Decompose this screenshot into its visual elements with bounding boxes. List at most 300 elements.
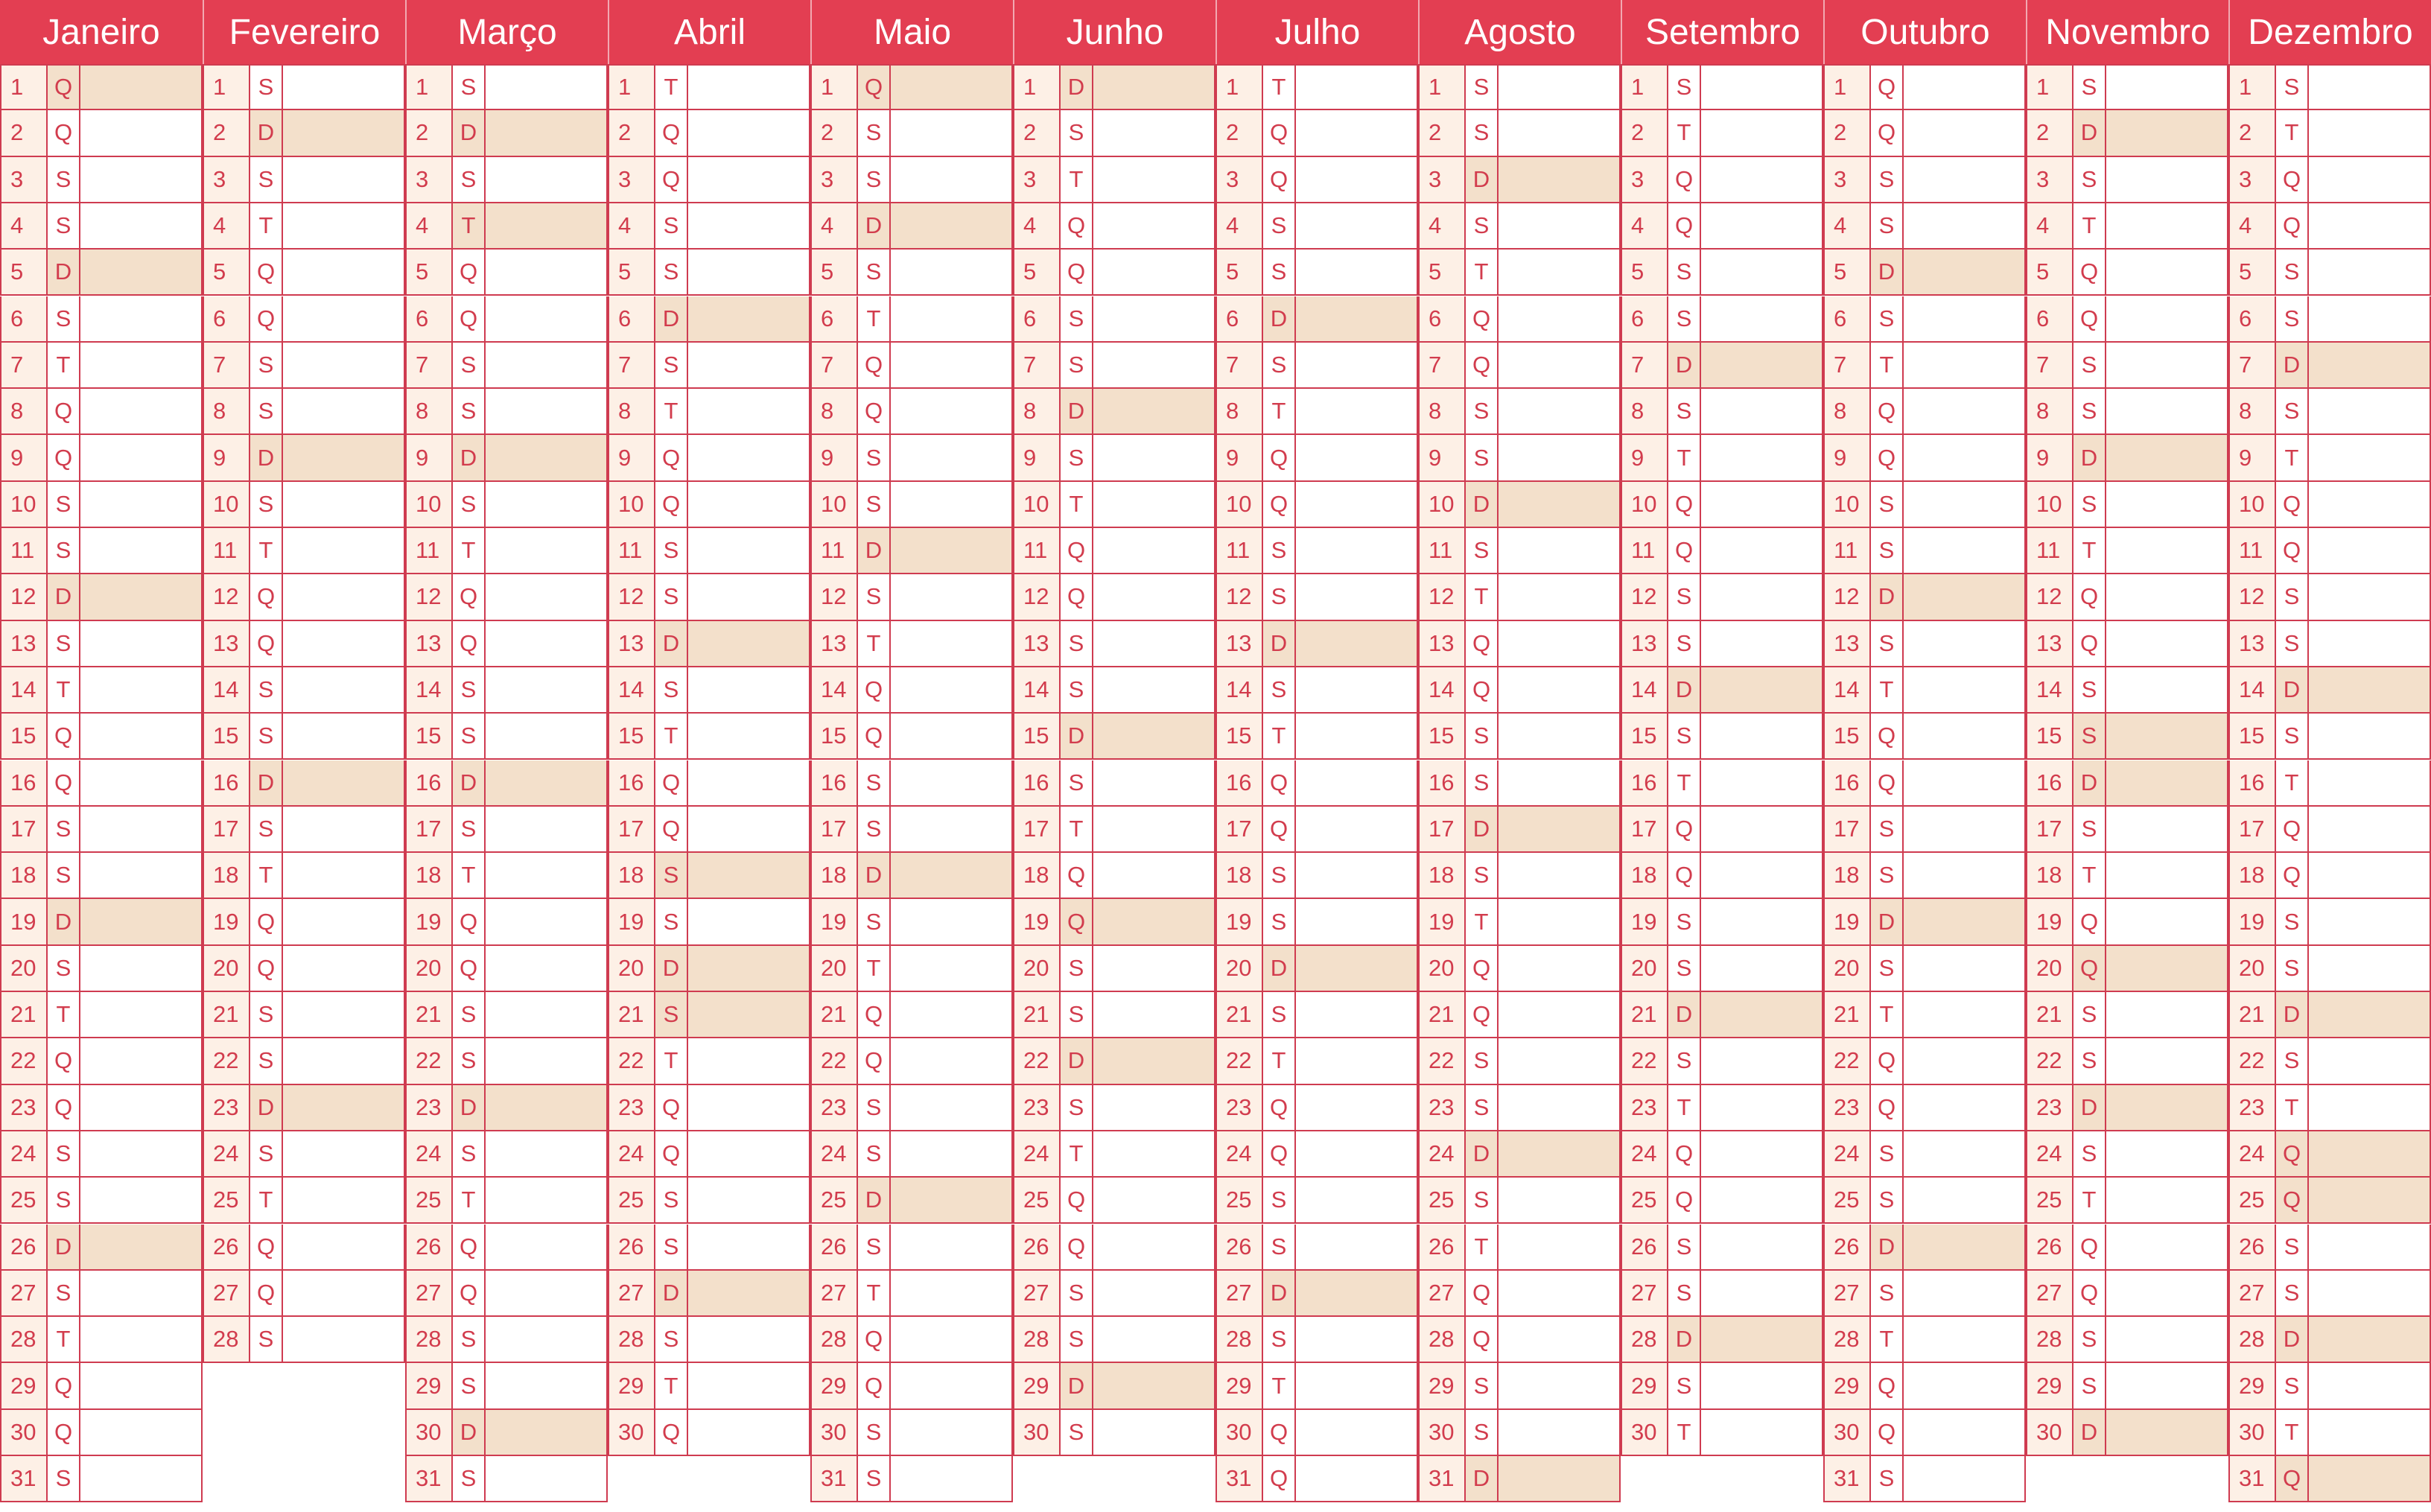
day-note-cell[interactable] xyxy=(2309,203,2430,248)
day-note-cell[interactable] xyxy=(2106,203,2227,248)
day-row[interactable] xyxy=(810,1410,1013,1456)
day-row[interactable] xyxy=(2026,1410,2228,1456)
day-row[interactable] xyxy=(608,1038,810,1084)
day-note-cell[interactable] xyxy=(1499,1131,1619,1176)
day-row[interactable] xyxy=(0,64,203,110)
day-note-cell[interactable] xyxy=(486,899,606,944)
day-row[interactable] xyxy=(405,574,608,620)
day-note-cell[interactable] xyxy=(486,714,606,758)
day-row[interactable] xyxy=(1621,853,1823,899)
day-note-cell[interactable] xyxy=(1499,946,1619,991)
day-row[interactable] xyxy=(2228,714,2431,760)
day-row[interactable] xyxy=(810,1038,1013,1084)
day-note-cell[interactable] xyxy=(1701,482,1822,527)
day-row[interactable] xyxy=(203,714,405,760)
day-note-cell[interactable] xyxy=(80,621,201,666)
day-note-cell[interactable] xyxy=(1499,1317,1619,1362)
day-row[interactable] xyxy=(1621,250,1823,296)
day-note-cell[interactable] xyxy=(2309,389,2430,433)
day-note-cell[interactable] xyxy=(486,157,606,202)
day-row[interactable] xyxy=(1216,435,1418,481)
day-note-cell[interactable] xyxy=(1093,1363,1214,1408)
day-row[interactable] xyxy=(2228,667,2431,714)
day-row[interactable] xyxy=(0,203,203,250)
day-note-cell[interactable] xyxy=(283,992,404,1037)
day-note-cell[interactable] xyxy=(688,1224,809,1269)
day-row[interactable] xyxy=(405,1038,608,1084)
day-row[interactable] xyxy=(1823,1178,2026,1224)
day-note-cell[interactable] xyxy=(688,621,809,666)
day-note-cell[interactable] xyxy=(688,1178,809,1222)
day-note-cell[interactable] xyxy=(1499,157,1619,202)
day-note-cell[interactable] xyxy=(80,389,201,433)
day-note-cell[interactable] xyxy=(1296,110,1417,155)
day-row[interactable] xyxy=(810,1131,1013,1178)
day-row[interactable] xyxy=(2228,1178,2431,1224)
day-row[interactable] xyxy=(1621,435,1823,481)
day-row[interactable] xyxy=(203,64,405,110)
day-note-cell[interactable] xyxy=(688,760,809,805)
day-note-cell[interactable] xyxy=(2309,992,2430,1037)
day-row[interactable] xyxy=(810,1224,1013,1271)
day-row[interactable] xyxy=(1823,1363,2026,1409)
day-note-cell[interactable] xyxy=(688,389,809,433)
day-note-cell[interactable] xyxy=(2106,528,2227,573)
day-note-cell[interactable] xyxy=(1093,621,1214,666)
day-row[interactable] xyxy=(608,157,810,203)
day-note-cell[interactable] xyxy=(688,992,809,1037)
day-row[interactable] xyxy=(2228,1363,2431,1409)
day-note-cell[interactable] xyxy=(1904,110,2024,155)
day-row[interactable] xyxy=(405,1410,608,1456)
day-note-cell[interactable] xyxy=(1904,1317,2024,1362)
day-note-cell[interactable] xyxy=(1499,250,1619,294)
day-row[interactable] xyxy=(810,296,1013,343)
day-row[interactable] xyxy=(1418,992,1621,1038)
day-note-cell[interactable] xyxy=(2309,1410,2430,1455)
day-row[interactable] xyxy=(405,1131,608,1178)
day-note-cell[interactable] xyxy=(283,110,404,155)
day-note-cell[interactable] xyxy=(1499,1224,1619,1269)
day-row[interactable] xyxy=(203,574,405,620)
day-row[interactable] xyxy=(2026,1363,2228,1409)
day-note-cell[interactable] xyxy=(2106,435,2227,480)
day-note-cell[interactable] xyxy=(688,1317,809,1362)
day-row[interactable] xyxy=(2026,64,2228,110)
day-row[interactable] xyxy=(1013,203,1216,250)
day-note-cell[interactable] xyxy=(891,157,1011,202)
day-row[interactable] xyxy=(608,899,810,945)
day-note-cell[interactable] xyxy=(688,528,809,573)
day-row[interactable] xyxy=(1418,64,1621,110)
day-row[interactable] xyxy=(1013,1038,1216,1084)
day-note-cell[interactable] xyxy=(1701,1224,1822,1269)
day-note-cell[interactable] xyxy=(2309,1317,2430,1362)
day-row[interactable] xyxy=(405,110,608,156)
day-row[interactable] xyxy=(810,528,1013,574)
day-note-cell[interactable] xyxy=(688,807,809,851)
day-row[interactable] xyxy=(608,853,810,899)
day-note-cell[interactable] xyxy=(1904,714,2024,758)
day-note-cell[interactable] xyxy=(486,1456,606,1501)
day-row[interactable] xyxy=(1013,574,1216,620)
day-note-cell[interactable] xyxy=(2309,1271,2430,1315)
day-note-cell[interactable] xyxy=(1701,992,1822,1037)
day-note-cell[interactable] xyxy=(486,1271,606,1315)
day-note-cell[interactable] xyxy=(891,435,1011,480)
day-row[interactable] xyxy=(810,1317,1013,1363)
day-row[interactable] xyxy=(0,1271,203,1317)
day-row[interactable] xyxy=(1418,1410,1621,1456)
day-note-cell[interactable] xyxy=(1296,1317,1417,1362)
day-row[interactable] xyxy=(608,296,810,343)
day-row[interactable] xyxy=(1823,203,2026,250)
day-note-cell[interactable] xyxy=(1904,899,2024,944)
day-row[interactable] xyxy=(1823,1038,2026,1084)
day-note-cell[interactable] xyxy=(688,1038,809,1083)
day-note-cell[interactable] xyxy=(80,1178,201,1222)
day-note-cell[interactable] xyxy=(1296,1131,1417,1176)
day-note-cell[interactable] xyxy=(1904,946,2024,991)
day-note-cell[interactable] xyxy=(1296,66,1417,109)
day-note-cell[interactable] xyxy=(2309,1224,2430,1269)
day-row[interactable] xyxy=(2228,992,2431,1038)
day-row[interactable] xyxy=(1621,64,1823,110)
day-row[interactable] xyxy=(2228,528,2431,574)
day-row[interactable] xyxy=(1418,946,1621,992)
day-note-cell[interactable] xyxy=(891,482,1011,527)
day-note-cell[interactable] xyxy=(1499,574,1619,619)
day-note-cell[interactable] xyxy=(688,1085,809,1130)
day-note-cell[interactable] xyxy=(2309,296,2430,341)
day-row[interactable] xyxy=(0,1085,203,1131)
day-note-cell[interactable] xyxy=(1296,389,1417,433)
day-row[interactable] xyxy=(405,157,608,203)
day-row[interactable] xyxy=(1013,482,1216,528)
day-row[interactable] xyxy=(203,1038,405,1084)
day-note-cell[interactable] xyxy=(486,992,606,1037)
day-row[interactable] xyxy=(1621,992,1823,1038)
day-row[interactable] xyxy=(1216,157,1418,203)
day-note-cell[interactable] xyxy=(283,1085,404,1130)
day-row[interactable] xyxy=(2228,435,2431,481)
day-row[interactable] xyxy=(810,760,1013,807)
day-row[interactable] xyxy=(405,760,608,807)
day-note-cell[interactable] xyxy=(486,66,606,109)
day-row[interactable] xyxy=(203,528,405,574)
day-row[interactable] xyxy=(203,621,405,667)
day-row[interactable] xyxy=(2026,1131,2228,1178)
day-row[interactable] xyxy=(405,1224,608,1271)
day-note-cell[interactable] xyxy=(1093,203,1214,248)
day-note-cell[interactable] xyxy=(1499,528,1619,573)
day-note-cell[interactable] xyxy=(688,1410,809,1455)
day-row[interactable] xyxy=(203,667,405,714)
day-note-cell[interactable] xyxy=(688,574,809,619)
day-row[interactable] xyxy=(203,157,405,203)
day-row[interactable] xyxy=(405,853,608,899)
day-note-cell[interactable] xyxy=(2309,853,2430,898)
day-row[interactable] xyxy=(203,1317,405,1363)
day-row[interactable] xyxy=(2026,528,2228,574)
day-row[interactable] xyxy=(2026,343,2228,389)
day-row[interactable] xyxy=(203,296,405,343)
day-note-cell[interactable] xyxy=(2106,853,2227,898)
day-note-cell[interactable] xyxy=(2106,1131,2227,1176)
day-note-cell[interactable] xyxy=(283,807,404,851)
day-note-cell[interactable] xyxy=(891,1271,1011,1315)
day-row[interactable] xyxy=(1418,1271,1621,1317)
day-row[interactable] xyxy=(1621,157,1823,203)
day-note-cell[interactable] xyxy=(1904,621,2024,666)
day-note-cell[interactable] xyxy=(1701,621,1822,666)
day-row[interactable] xyxy=(2228,1271,2431,1317)
day-note-cell[interactable] xyxy=(688,946,809,991)
day-note-cell[interactable] xyxy=(891,760,1011,805)
day-row[interactable] xyxy=(1621,1178,1823,1224)
day-note-cell[interactable] xyxy=(1904,528,2024,573)
day-row[interactable] xyxy=(608,621,810,667)
day-row[interactable] xyxy=(1823,296,2026,343)
day-row[interactable] xyxy=(0,853,203,899)
day-row[interactable] xyxy=(810,203,1013,250)
day-row[interactable] xyxy=(1013,853,1216,899)
day-note-cell[interactable] xyxy=(486,807,606,851)
day-row[interactable] xyxy=(1013,1178,1216,1224)
day-row[interactable] xyxy=(608,1363,810,1409)
day-row[interactable] xyxy=(1418,1363,1621,1409)
day-row[interactable] xyxy=(405,1085,608,1131)
day-note-cell[interactable] xyxy=(688,667,809,712)
day-note-cell[interactable] xyxy=(1701,667,1822,712)
day-note-cell[interactable] xyxy=(283,1224,404,1269)
day-note-cell[interactable] xyxy=(1904,1131,2024,1176)
day-row[interactable] xyxy=(810,667,1013,714)
day-note-cell[interactable] xyxy=(1701,1363,1822,1408)
day-row[interactable] xyxy=(203,946,405,992)
day-note-cell[interactable] xyxy=(1499,621,1619,666)
day-row[interactable] xyxy=(1621,1410,1823,1456)
day-note-cell[interactable] xyxy=(1093,250,1214,294)
day-row[interactable] xyxy=(0,992,203,1038)
day-note-cell[interactable] xyxy=(1701,296,1822,341)
day-note-cell[interactable] xyxy=(283,1271,404,1315)
day-row[interactable] xyxy=(1621,574,1823,620)
day-note-cell[interactable] xyxy=(1499,1363,1619,1408)
day-note-cell[interactable] xyxy=(1499,899,1619,944)
day-note-cell[interactable] xyxy=(1701,343,1822,387)
day-note-cell[interactable] xyxy=(688,1363,809,1408)
day-note-cell[interactable] xyxy=(2309,343,2430,387)
day-note-cell[interactable] xyxy=(688,343,809,387)
day-row[interactable] xyxy=(203,807,405,853)
day-note-cell[interactable] xyxy=(2106,621,2227,666)
day-note-cell[interactable] xyxy=(1701,574,1822,619)
day-note-cell[interactable] xyxy=(1093,1178,1214,1222)
day-row[interactable] xyxy=(608,64,810,110)
day-note-cell[interactable] xyxy=(1296,1410,1417,1455)
day-note-cell[interactable] xyxy=(1296,296,1417,341)
day-row[interactable] xyxy=(608,807,810,853)
day-row[interactable] xyxy=(810,1178,1013,1224)
day-row[interactable] xyxy=(2228,1131,2431,1178)
day-row[interactable] xyxy=(1216,714,1418,760)
day-note-cell[interactable] xyxy=(1904,1038,2024,1083)
day-row[interactable] xyxy=(203,482,405,528)
day-note-cell[interactable] xyxy=(1701,899,1822,944)
day-row[interactable] xyxy=(0,157,203,203)
day-row[interactable] xyxy=(1823,1317,2026,1363)
day-note-cell[interactable] xyxy=(80,66,201,109)
day-row[interactable] xyxy=(2228,250,2431,296)
day-note-cell[interactable] xyxy=(891,1038,1011,1083)
day-row[interactable] xyxy=(1823,714,2026,760)
day-row[interactable] xyxy=(1823,343,2026,389)
day-note-cell[interactable] xyxy=(1093,760,1214,805)
day-row[interactable] xyxy=(1013,343,1216,389)
day-note-cell[interactable] xyxy=(1093,1038,1214,1083)
day-note-cell[interactable] xyxy=(1701,389,1822,433)
day-note-cell[interactable] xyxy=(283,1131,404,1176)
day-note-cell[interactable] xyxy=(283,435,404,480)
day-row[interactable] xyxy=(2026,1224,2228,1271)
day-row[interactable] xyxy=(1216,110,1418,156)
day-note-cell[interactable] xyxy=(283,157,404,202)
day-row[interactable] xyxy=(1418,1224,1621,1271)
day-row[interactable] xyxy=(405,1178,608,1224)
day-note-cell[interactable] xyxy=(486,1410,606,1455)
day-note-cell[interactable] xyxy=(283,760,404,805)
day-row[interactable] xyxy=(2228,157,2431,203)
day-row[interactable] xyxy=(2228,574,2431,620)
day-note-cell[interactable] xyxy=(688,1271,809,1315)
day-note-cell[interactable] xyxy=(80,250,201,294)
day-row[interactable] xyxy=(405,482,608,528)
day-note-cell[interactable] xyxy=(1093,1271,1214,1315)
day-note-cell[interactable] xyxy=(1701,1178,1822,1222)
day-note-cell[interactable] xyxy=(283,250,404,294)
day-note-cell[interactable] xyxy=(1904,157,2024,202)
day-row[interactable] xyxy=(203,1271,405,1317)
day-note-cell[interactable] xyxy=(688,853,809,898)
day-row[interactable] xyxy=(1621,946,1823,992)
day-row[interactable] xyxy=(810,64,1013,110)
day-note-cell[interactable] xyxy=(891,621,1011,666)
day-note-cell[interactable] xyxy=(1701,807,1822,851)
day-row[interactable] xyxy=(1216,250,1418,296)
day-note-cell[interactable] xyxy=(80,482,201,527)
day-row[interactable] xyxy=(1621,714,1823,760)
day-note-cell[interactable] xyxy=(2106,714,2227,758)
day-note-cell[interactable] xyxy=(1093,1410,1214,1455)
day-note-cell[interactable] xyxy=(283,853,404,898)
day-note-cell[interactable] xyxy=(1904,482,2024,527)
day-note-cell[interactable] xyxy=(2106,296,2227,341)
day-note-cell[interactable] xyxy=(891,203,1011,248)
day-note-cell[interactable] xyxy=(80,157,201,202)
day-note-cell[interactable] xyxy=(688,66,809,109)
day-row[interactable] xyxy=(608,946,810,992)
day-row[interactable] xyxy=(203,1178,405,1224)
day-row[interactable] xyxy=(2228,1456,2431,1502)
day-note-cell[interactable] xyxy=(1701,66,1822,109)
day-note-cell[interactable] xyxy=(1093,1317,1214,1362)
day-note-cell[interactable] xyxy=(891,807,1011,851)
day-row[interactable] xyxy=(2026,296,2228,343)
day-row[interactable] xyxy=(1216,1131,1418,1178)
day-row[interactable] xyxy=(405,714,608,760)
day-row[interactable] xyxy=(1823,250,2026,296)
day-note-cell[interactable] xyxy=(688,482,809,527)
day-note-cell[interactable] xyxy=(891,1224,1011,1269)
day-row[interactable] xyxy=(203,110,405,156)
day-note-cell[interactable] xyxy=(1701,1131,1822,1176)
day-note-cell[interactable] xyxy=(1296,1363,1417,1408)
day-row[interactable] xyxy=(0,1363,203,1409)
day-note-cell[interactable] xyxy=(2106,899,2227,944)
day-row[interactable] xyxy=(1216,807,1418,853)
day-note-cell[interactable] xyxy=(891,1131,1011,1176)
day-note-cell[interactable] xyxy=(1499,343,1619,387)
day-note-cell[interactable] xyxy=(1093,435,1214,480)
day-row[interactable] xyxy=(1418,1131,1621,1178)
day-note-cell[interactable] xyxy=(486,343,606,387)
day-row[interactable] xyxy=(1621,1317,1823,1363)
day-note-cell[interactable] xyxy=(1093,1224,1214,1269)
day-row[interactable] xyxy=(1216,296,1418,343)
day-row[interactable] xyxy=(608,1178,810,1224)
day-note-cell[interactable] xyxy=(2106,1085,2227,1130)
day-row[interactable] xyxy=(2026,946,2228,992)
day-note-cell[interactable] xyxy=(1296,203,1417,248)
day-note-cell[interactable] xyxy=(80,574,201,619)
day-row[interactable] xyxy=(0,1410,203,1456)
day-note-cell[interactable] xyxy=(2106,1224,2227,1269)
day-row[interactable] xyxy=(1013,1085,1216,1131)
day-row[interactable] xyxy=(2228,64,2431,110)
day-note-cell[interactable] xyxy=(486,482,606,527)
day-note-cell[interactable] xyxy=(486,203,606,248)
day-note-cell[interactable] xyxy=(2106,1038,2227,1083)
day-note-cell[interactable] xyxy=(1701,853,1822,898)
day-row[interactable] xyxy=(810,389,1013,435)
day-row[interactable] xyxy=(203,1085,405,1131)
day-note-cell[interactable] xyxy=(1296,807,1417,851)
day-note-cell[interactable] xyxy=(688,714,809,758)
day-row[interactable] xyxy=(608,343,810,389)
day-note-cell[interactable] xyxy=(486,1317,606,1362)
day-note-cell[interactable] xyxy=(283,389,404,433)
day-note-cell[interactable] xyxy=(1904,250,2024,294)
day-row[interactable] xyxy=(2026,435,2228,481)
day-row[interactable] xyxy=(1013,714,1216,760)
day-row[interactable] xyxy=(2026,1178,2228,1224)
day-row[interactable] xyxy=(2026,574,2228,620)
day-note-cell[interactable] xyxy=(2309,1038,2430,1083)
day-row[interactable] xyxy=(1418,1038,1621,1084)
day-row[interactable] xyxy=(0,1317,203,1363)
day-row[interactable] xyxy=(1418,250,1621,296)
day-row[interactable] xyxy=(1013,528,1216,574)
day-row[interactable] xyxy=(1418,482,1621,528)
day-row[interactable] xyxy=(810,110,1013,156)
day-note-cell[interactable] xyxy=(1499,435,1619,480)
day-note-cell[interactable] xyxy=(2309,946,2430,991)
day-row[interactable] xyxy=(2026,1085,2228,1131)
day-row[interactable] xyxy=(2026,110,2228,156)
day-row[interactable] xyxy=(810,1363,1013,1409)
day-row[interactable] xyxy=(1621,203,1823,250)
